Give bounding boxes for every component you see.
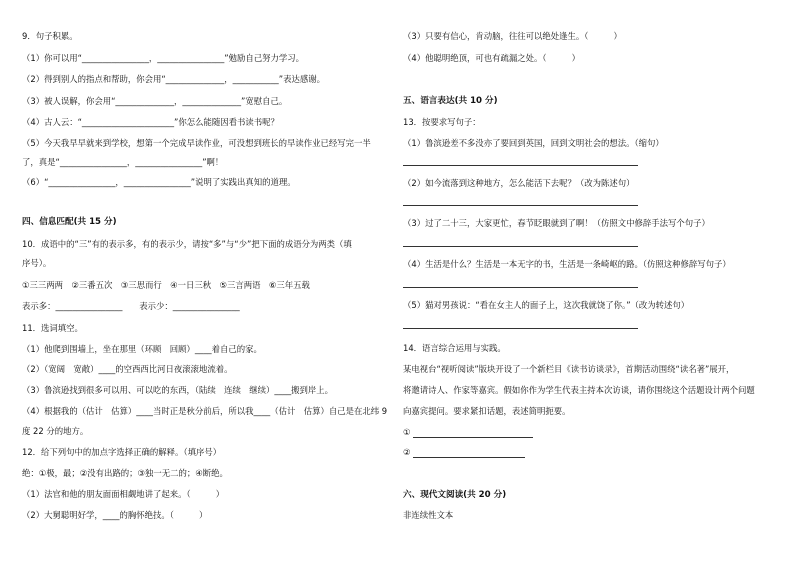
question-9-item-4: （4）古人云：“______________________”你怎么能随因看书读书呢？ [22, 117, 279, 127]
answer-line-13-3[interactable] [403, 246, 638, 247]
question-13-item-2: （2）如今流落到这种地方，怎么能活下去呢？（改为陈述句） [403, 178, 635, 188]
question-11-item-4: （4）根据我的（估计 估算）____当时正是秋分前后，所以我____（估计 估算）自己是在北纬 9 [22, 406, 388, 416]
question-13-item-5: （5）猫对男孩说：“看在女主人的面子上，这次我就饶了你。”（改为转述句） [403, 300, 690, 310]
question-12-title: 12．给下列句中的加点字选择正确的解释。（填序号） [22, 447, 222, 457]
question-9-item-1: （1）你可以用“________________，________________”勉励自己努力学习。 [22, 53, 305, 63]
section-5-heading: 五、语言表达(共 10 分) [403, 96, 498, 106]
answer-line-13-5[interactable] [403, 328, 638, 329]
question-9-item-5-cont: 了，真是“________________，________________”啊！ [22, 157, 224, 167]
question-14-body-3: 向嘉宾提问。要求紧扣话题，表述简明扼要。 [403, 406, 571, 416]
question-12-item-2: （2）大舅聪明好学，____的胸怀绝技。（ ） [22, 510, 208, 520]
question-13-item-4: （4）生活是什么？生活是一本无字的书，生活是一条崎岖的路。（仿照这种修辞写句子） [403, 259, 731, 269]
question-9-item-6: （6）“________________，________________”说明了实践出真知的道理。 [22, 177, 296, 187]
question-10-options: ①三三两两 ②三番五次 ③三思而行 ④一日三秋 ⑤三言两语 ⑥三年五载 [22, 280, 310, 290]
section-6-heading: 六、现代文阅读(共 20 分) [403, 490, 507, 500]
answer-line-14-2[interactable] [413, 457, 525, 458]
question-10-answers: 表示多：________________ 表示少：________________ [22, 301, 240, 311]
question-9-item-2: （2）得到别人的指点和帮助，你会用“______________，___________”表达感谢。 [22, 74, 325, 84]
question-12-item-1: （1）法官和他的朋友面面相觑地讲了起来。（ ） [22, 489, 225, 499]
question-12-definitions: 绝：①极，最；②没有出路的；③独一无二的；④断绝。 [22, 468, 228, 478]
question-9-item-5: （5）今天我早早就来到学校，想第一个完成早读作业，可没想到班长的早读作业已经写完一半 [22, 138, 371, 148]
question-13-item-1: （1）鲁滨逊差不多没亦了要回到英国，回到文明社会的想法。（缩句） [403, 138, 664, 148]
question-14-body-2: 将邀请诗人、作家等嘉宾。假如你作为学生代表主持本次访谈，请你围绕这个活题设计两个问题 [403, 385, 755, 395]
section-6-subtitle: 非连续性文本 [403, 510, 454, 520]
question-14-title: 14．语言综合运用与实践。 [403, 343, 506, 353]
answer-line-13-4[interactable] [403, 287, 638, 288]
question-13-item-3: （3）过了二十三，大家更忙，春节眨眼就到了啊！（仿照文中修辞手法写个句子） [403, 218, 710, 228]
question-10-prompt-cont: 序号）。 [22, 258, 52, 268]
question-14-body-1: 某电视台“视听阅读”版块开设了一个新栏目《读书访谈录》，首期活动围绕“读名著”展开， [403, 364, 735, 374]
answer-line-14-1[interactable] [413, 437, 533, 438]
section-4-heading: 四、信息匹配(共 15 分) [22, 217, 117, 227]
question-9-item-3: （3）被人误解，你会用“______________，______________”宽慰自己。 [22, 96, 288, 106]
question-11-item-3: （3）鲁滨逊找到很多可以用、可以吃的东西，（陆续 连续 继续）____搬到岸上。 [22, 385, 334, 395]
answer-line-13-2[interactable] [403, 205, 638, 206]
answer-line-13-1[interactable] [403, 165, 638, 166]
question-12-item-3: （3）只要有信心，肯动脑，往往可以绝处逢生。（ ） [403, 31, 622, 41]
question-10-prompt: 10．成语中的“三”有的表示多，有的表示少，请按“多”与“少”把下面的成语分为两类（填 [22, 239, 352, 249]
question-13-title: 13．按要求写句子： [403, 117, 481, 127]
question-14-answer-1-label: ① [403, 427, 411, 437]
question-11-item-2: （2）（宽阔 宽敞）____的空西西比河日夜滚滚地流着。 [22, 364, 233, 374]
question-12-item-4: （4）他聪明绝顶，可也有疏漏之处。（ ） [403, 53, 581, 63]
question-11-item-4-cont: 度 22 分的地方。 [22, 426, 89, 436]
question-14-answer-2-label: ② [403, 447, 411, 457]
question-11-title: 11．选词填空。 [22, 323, 83, 333]
question-11-item-1: （1）他爬到围墙上，坐在那里（环顾 回顾）____着自己的家。 [22, 344, 262, 354]
question-9-title: 9．句子积累。 [22, 31, 78, 41]
